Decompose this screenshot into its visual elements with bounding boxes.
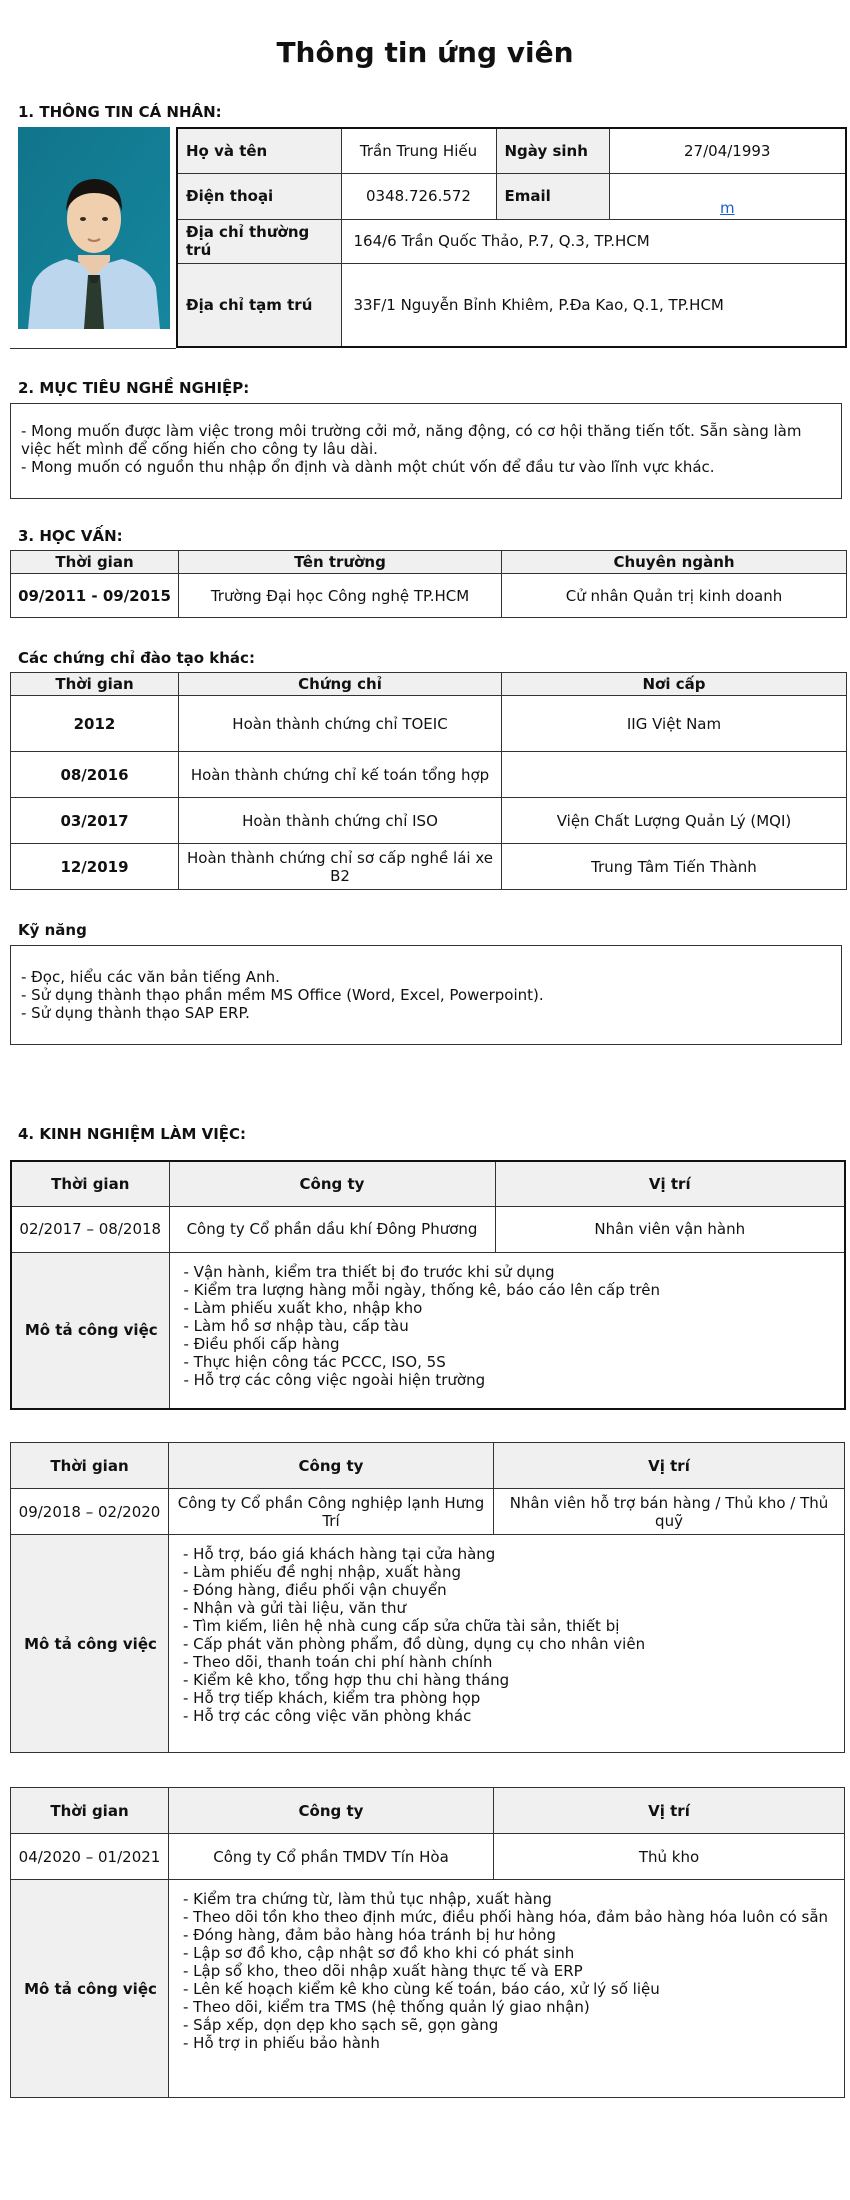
list-item: - Hỗ trợ các công việc ngoài hiện trường [183,1370,486,1389]
job-position: Nhân viên hỗ trợ bán hàng / Thủ kho / Thủ quỹ [494,1489,845,1535]
temporary-address-value: 33F/1 Nguyễn Bỉnh Khiêm, P.Đa Kao, Q.1, TP.HCM [341,263,846,347]
cert-name: Hoàn thành chứng chỉ ISO [179,798,502,844]
list-item: - Theo dõi tồn kho theo định mức, điều phối hàng hóa, đảm bảo hàng hóa luôn có sẵn [183,1908,829,1926]
table-row [11,798,847,844]
table-row [11,844,847,890]
list-item: - Kiểm tra lượng hàng mỗi ngày, thống kê, báo cáo lên cấp trên [183,1280,660,1299]
cert-issuer: Viện Chất Lượng Quản Lý (MQI) [502,798,847,844]
col-certificate: Chứng chỉ [179,673,502,696]
email-link[interactable]: m [719,198,735,217]
col-company: Công ty [169,1788,494,1834]
list-item: - Hỗ trợ in phiếu bảo hành [183,2034,380,2052]
col-major: Chuyên ngành [502,551,847,574]
job-tasks [169,1252,845,1409]
col-school: Tên trường [179,551,502,574]
skill-item: - Sử dụng thành thạo phần mềm MS Office (Word, Excel, Powerpoint). [21,986,544,1004]
phone-value: 0348.726.572 [341,173,496,219]
col-time: Thời gian [11,1443,169,1489]
page-title: Thông tin ứng viên [276,36,574,69]
list-item: - Sắp xếp, dọn dẹp kho sạch sẽ, gọn gàng [183,2016,499,2034]
temporary-address-label: Địa chỉ tạm trú [177,263,341,347]
job-company: Công ty Cổ phần TMDV Tín Hòa [169,1834,494,1880]
list-item: - Đóng hàng, đảm bảo hàng hóa tránh bị hư hỏng [183,1926,556,1944]
cert-issuer [502,752,847,798]
certificates-table [10,672,847,890]
job-tasks [169,1535,845,1753]
dob-label: Ngày sinh [496,128,609,173]
list-item: - Cấp phát văn phòng phẩm, đồ dùng, dụng cụ cho nhân viên [183,1635,646,1653]
list-item: - Thực hiện công tác PCCC, ISO, 5S [183,1352,446,1371]
skill-item: - Đọc, hiểu các văn bản tiếng Anh. [21,968,280,986]
cert-name: Hoàn thành chứng chỉ sơ cấp nghề lái xe B2 [179,844,502,890]
list-item: - Lập sơ đồ kho, cập nhật sơ đồ kho khi có phát sinh [183,1944,575,1962]
job-time: 02/2017 – 08/2018 [11,1206,169,1252]
section-education-heading: 3. HỌC VẤN: [18,527,123,545]
col-time: Thời gian [11,1788,169,1834]
cert-time: 03/2017 [11,798,179,844]
name-label: Họ và tên [177,128,341,173]
dob-value: 27/04/1993 [609,128,846,173]
section-experience-heading: 4. KINH NGHIỆM LÀM VIỆC: [18,1125,247,1143]
col-time: Thời gian [11,551,179,574]
list-item: - Lên kế hoạch kiểm kê kho cùng kế toán, báo cáo, xử lý số liệu [183,1980,660,1998]
list-item: - Đóng hàng, điều phối vận chuyển [183,1581,447,1599]
table-row [11,752,847,798]
education-school: Trường Đại học Công nghệ TP.HCM [179,574,502,618]
col-position: Vị trí [494,1788,845,1834]
job-desc-label: Mô tả công việc [11,1880,169,2098]
list-item: - Tìm kiếm, liên hệ nhà cung cấp sửa chữa tài sản, thiết bị [183,1617,620,1635]
list-item: - Lập sổ kho, theo dõi nhập xuất hàng thực tế và ERP [183,1962,583,1980]
objective-line: - Mong muốn được làm việc trong môi trường cởi mở, năng động, có cơ hội thăng tiến tốt. Sẵn sàng làm việc hết mình để cống hiến cho công ty lâu dài. [21,422,802,458]
list-item: - Vận hành, kiểm tra thiết bị đo trước khi sử dụng [183,1262,555,1281]
education-table [10,550,847,618]
skills-heading: Kỹ năng [18,921,87,939]
cert-name: Hoàn thành chứng chỉ TOEIC [179,696,502,752]
list-item: - Theo dõi, kiểm tra TMS (hệ thống quản lý giao nhận) [183,1998,590,2016]
list-item: - Kiểm kê kho, tổng hợp thu chi hàng tháng [183,1671,510,1689]
list-item: - Theo dõi, thanh toán chi phí hành chính [183,1653,493,1671]
cert-issuer: IIG Việt Nam [502,696,847,752]
col-time: Thời gian [11,1161,169,1206]
list-item: - Nhận và gửi tài liệu, văn thư [183,1599,407,1617]
list-item: - Kiểm tra chứng từ, làm thủ tục nhập, xuất hàng [183,1890,552,1908]
cert-name: Hoàn thành chứng chỉ kế toán tổng hợp [179,752,502,798]
job-time: 04/2020 – 01/2021 [11,1834,169,1880]
table-row [11,696,847,752]
objective-line: - Mong muốn có nguồn thu nhập ổn định và dành một chút vốn để đầu tư vào lĩnh vực khác. [21,458,715,476]
col-time: Thời gian [11,673,179,696]
education-major: Cử nhân Quản trị kinh doanh [502,574,847,618]
candidate-photo [18,127,170,329]
list-item: - Làm phiếu đề nghị nhập, xuất hàng [183,1563,462,1581]
job-position: Nhân viên vận hành [495,1206,845,1252]
phone-label: Điện thoại [177,173,341,219]
divider [10,348,176,349]
personal-info-table [176,127,847,348]
job-tasks [169,1880,845,2098]
list-item: - Hỗ trợ, báo giá khách hàng tại cửa hàng [183,1545,496,1563]
job-time: 09/2018 – 02/2020 [11,1489,169,1535]
job-desc-label: Mô tả công việc [11,1535,169,1753]
job-table-3 [10,1787,845,2098]
list-item: - Hỗ trợ tiếp khách, kiểm tra phòng họp [183,1689,481,1707]
name-value: Trần Trung Hiếu [341,128,496,173]
list-item: - Làm hồ sơ nhập tàu, cấp tàu [183,1316,409,1335]
col-position: Vị trí [495,1161,845,1206]
list-item: - Làm phiếu xuất kho, nhập kho [183,1298,423,1317]
job-position: Thủ kho [494,1834,845,1880]
permanent-address-label: Địa chỉ thường trú [177,219,341,263]
list-item: - Hỗ trợ các công việc văn phòng khác [183,1707,472,1725]
cert-time: 08/2016 [11,752,179,798]
job-table-2 [10,1442,845,1753]
col-issuer: Nơi cấp [502,673,847,696]
job-company: Công ty Cổ phần dầu khí Đông Phương [169,1206,495,1252]
skills-box [10,945,842,1045]
permanent-address-value: 164/6 Trần Quốc Thảo, P.7, Q.3, TP.HCM [341,219,846,263]
skill-item: - Sử dụng thành thạo SAP ERP. [21,1004,250,1022]
certificates-heading: Các chứng chỉ đào tạo khác: [18,649,255,667]
list-item: - Điều phối cấp hàng [183,1334,340,1353]
job-desc-label: Mô tả công việc [11,1252,169,1409]
cert-issuer: Trung Tâm Tiến Thành [502,844,847,890]
email-label: Email [496,173,609,219]
cert-time: 12/2019 [11,844,179,890]
job-table-1 [10,1160,846,1410]
col-company: Công ty [169,1443,494,1489]
cert-time: 2012 [11,696,179,752]
section-personal-heading: 1. THÔNG TIN CÁ NHÂN: [18,103,222,121]
education-time: 09/2011 - 09/2015 [11,574,179,618]
section-objective-heading: 2. MỤC TIÊU NGHỀ NGHIỆP: [18,379,250,397]
objective-box [10,403,842,499]
col-company: Công ty [169,1161,495,1206]
col-position: Vị trí [494,1443,845,1489]
job-company: Công ty Cổ phần Công nghiệp lạnh Hưng Trí [169,1489,494,1535]
